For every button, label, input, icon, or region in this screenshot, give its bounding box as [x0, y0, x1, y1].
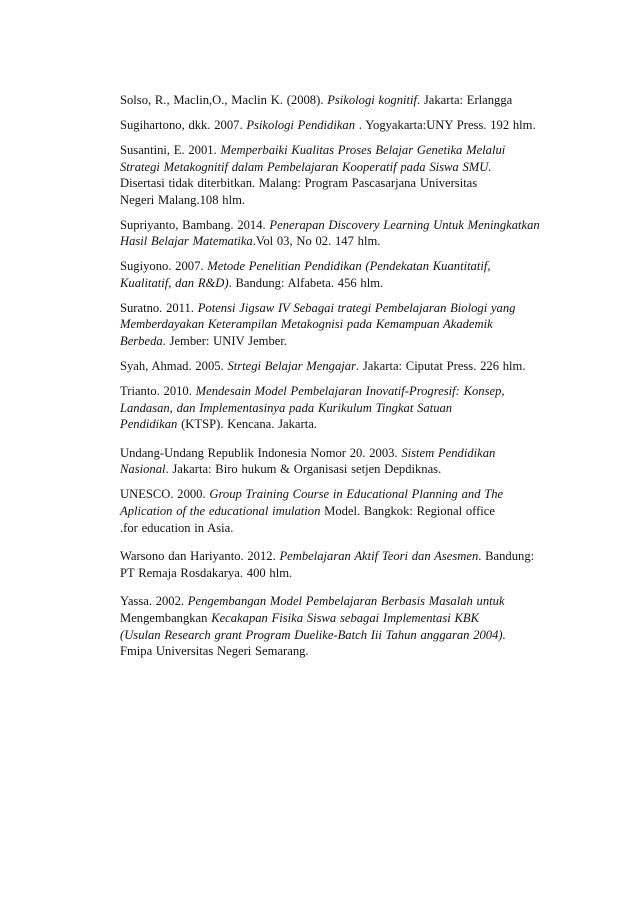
reference-text: Sugiyono. 2007.: [120, 259, 208, 274]
reference-title-text: Metode Penelitian Pendidikan (Pendekatan Kuantitatif,: [207, 259, 491, 274]
reference-text: . Jember: UNIV Jember.: [162, 334, 288, 349]
reference-line: [120, 217, 550, 234]
reference-text: . Jakarta: Erlangga: [416, 93, 513, 107]
reference-line: [120, 258, 550, 275]
reference-line: [120, 548, 550, 565]
reference-entry: [120, 445, 550, 478]
reference-line: [120, 275, 550, 292]
reference-entry: [120, 358, 550, 375]
reference-line: [120, 175, 550, 192]
reference-line: [120, 593, 550, 610]
reference-text: Susantini, E. 2001.: [120, 142, 221, 157]
reference-title-text: Kecakapan Fisika Siswa sebagai Implementasi KBK: [211, 610, 479, 625]
reference-line: [120, 461, 550, 478]
reference-text: Trianto. 2010.: [120, 384, 196, 399]
reference-line: [120, 233, 550, 250]
reference-line: [120, 192, 550, 209]
reference-title-text: Memberdayakan Keterampilan Metakognisi pada Kemampuan Akademik: [120, 317, 493, 332]
reference-line: [120, 445, 550, 462]
reference-title-text: Mendesain Model Pembelajaran Inovatif-Progresif: Konsep,: [195, 384, 505, 399]
reference-entry: [120, 258, 550, 291]
reference-entry: [120, 142, 550, 208]
reference-entry: [120, 383, 550, 433]
reference-text: Mengembangkan: [120, 610, 212, 625]
reference-text: Supriyanto, Bambang. 2014.: [120, 217, 270, 232]
reference-title-text: Psikologi kognitif: [327, 93, 417, 107]
reference-title-text: Pengembangan Model Pembelajaran Berbasis Masalah untuk: [187, 594, 505, 609]
reference-line: [120, 333, 550, 350]
reference-entry: [120, 593, 550, 659]
reference-line: [120, 610, 550, 627]
reference-line: [120, 400, 550, 417]
reference-text: . Jakarta: Biro hukum & Organisasi setjen Depdiknas.: [165, 462, 442, 477]
reference-title-text: Nasional: [120, 462, 166, 477]
reference-title-text: Strtegi Belajar Mengajar: [227, 359, 356, 374]
reference-title-text: Pendidikan: [120, 417, 178, 432]
reference-title-text: Pembelajaran Aktif Teori dan Asesmen: [279, 549, 479, 564]
reference-entry: [120, 486, 550, 536]
reference-title-text: Berbeda: [120, 334, 163, 349]
reference-text: .Vol 03, No 02. 147 hlm.: [252, 234, 381, 249]
reference-title-text: Psikologi Pendidikan: [246, 117, 356, 132]
reference-line: [120, 142, 550, 159]
reference-text: . Bandung: Alfabeta. 456 hlm.: [228, 275, 384, 290]
reference-line: [120, 643, 550, 660]
reference-text: UNESCO. 2000.: [120, 487, 210, 502]
reference-entry: [120, 300, 550, 350]
reference-text: Disertasi tidak diterbitkan. Malang: Program Pascasarjana Universitas: [120, 176, 478, 191]
reference-line: [120, 117, 550, 134]
reference-text: . Jakarta: Ciputat Press. 226 hlm.: [355, 359, 526, 374]
reference-line: [120, 383, 550, 400]
reference-line: [120, 565, 550, 582]
reference-text: Warsono dan Hariyanto. 2012.: [120, 549, 280, 564]
reference-title-text: Memperbaiki Kualitas Proses Belajar Genetika Melalui: [220, 142, 506, 157]
reference-line: [120, 92, 550, 109]
reference-text: Sugihartono, dkk. 2007.: [120, 117, 247, 132]
reference-line: [120, 416, 550, 433]
reference-text: Fmipa Universitas Negeri Semarang.: [120, 644, 309, 659]
reference-line: [120, 358, 550, 375]
reference-title-text: Aplication of the educational imulation: [120, 504, 321, 518]
reference-text: Undang-Undang Republik Indonesia Nomor 20. 2003.: [120, 445, 402, 460]
reference-line: [120, 486, 550, 503]
reference-title-text: Potensi Jigsaw IV Sebagai trategi Pembelajaran Biologi yang: [197, 300, 516, 315]
reference-title-text: Sistem Pendidikan: [401, 445, 496, 460]
reference-title-text: (Usulan Research grant Program Duelike-Batch Iii Tahun anggaran 2004).: [120, 627, 506, 642]
reference-text: Suratno. 2011.: [120, 300, 198, 315]
reference-line: [120, 503, 550, 520]
reference-list: [120, 92, 550, 668]
reference-entry: [120, 117, 550, 134]
reference-line: [120, 520, 550, 537]
reference-entry: [120, 217, 550, 250]
reference-line: [120, 300, 550, 317]
reference-title-text: Group Training Course in Educational Planning and The: [209, 487, 504, 502]
reference-text: .for education in Asia.: [120, 520, 234, 535]
reference-text: Negeri Malang.108 hlm.: [120, 192, 246, 207]
reference-title-text: Kualitatif, dan R&D): [120, 275, 229, 290]
reference-text: Model. Bangkok: Regional office: [320, 504, 495, 518]
reference-title-text: Hasil Belajar Matematika: [120, 234, 253, 249]
reference-title-text: Landasan, dan Implementasinya pada Kurikulum Tingkat Satuan: [120, 400, 453, 415]
reference-line: [120, 159, 550, 176]
reference-text: . Bandung:: [478, 549, 535, 564]
reference-text: Syah, Ahmad. 2005.: [120, 359, 228, 374]
reference-title-text: Penerapan Discovery Learning Untuk Meningkatkan: [269, 217, 540, 232]
reference-text: Solso, R., Maclin,O., Maclin K. (2008).: [120, 93, 328, 107]
reference-entry: [120, 92, 550, 109]
reference-title-text: Strategi Metakognitif dalam Pembelajaran Kooperatif pada Siswa SMU.: [120, 159, 492, 174]
reference-text: . Yogyakarta:UNY Press. 192 hlm.: [355, 117, 536, 132]
reference-text: PT Remaja Rosdakarya. 400 hlm.: [120, 565, 293, 580]
reference-entry: [120, 548, 550, 581]
reference-text: Yassa. 2002.: [120, 594, 188, 609]
reference-text: (KTSP). Kencana. Jakarta.: [177, 417, 317, 432]
reference-line: [120, 316, 550, 333]
reference-line: [120, 627, 550, 644]
